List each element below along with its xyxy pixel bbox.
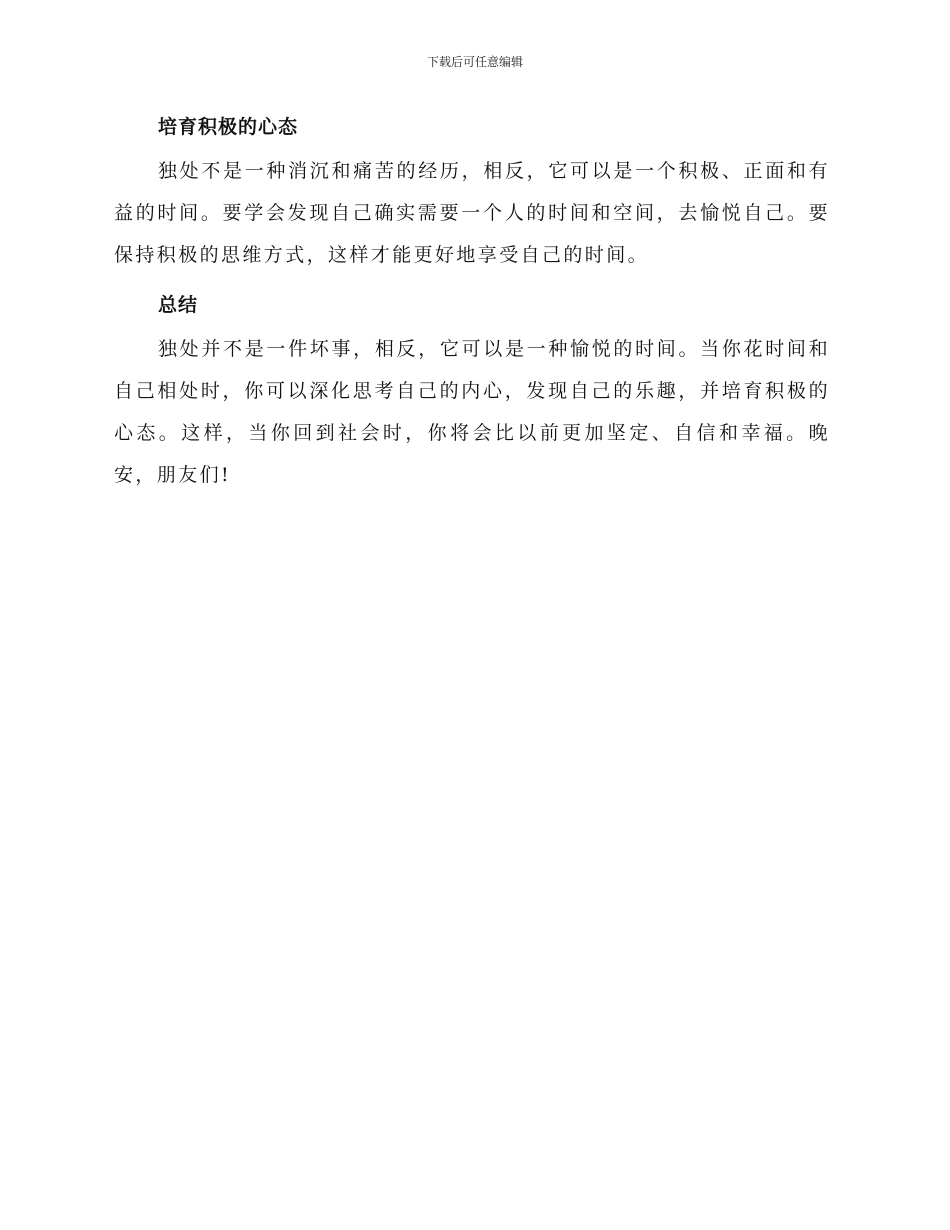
section-heading-positive-mindset: 培育积极的心态 [158,116,299,138]
header-note: 下载后可任意编辑 [426,55,523,69]
section-heading-summary: 总结 [158,294,199,316]
section-paragraph-summary: 独处并不是一件坏事，相反，它可以是一种愉悦的时间。当你花时间和自己相处时，你可以深化思考自己的内心，发现自己的乐趣，并培育积极的心态。这样，当你回到社会时，你将会比以前更加坚定、自信和幸福。晚安，朋友们! [114,338,830,486]
document-body [114,112,830,496]
section-paragraph-positive-mindset: 独处不是一种消沉和痛苦的经历，相反，它可以是一个积极、正面和有益的时间。要学会发现自己确实需要一个人的时间和空间，去愉悦自己。要保持积极的思维方式，这样才能更好地享受自己的时间。 [114,160,830,266]
